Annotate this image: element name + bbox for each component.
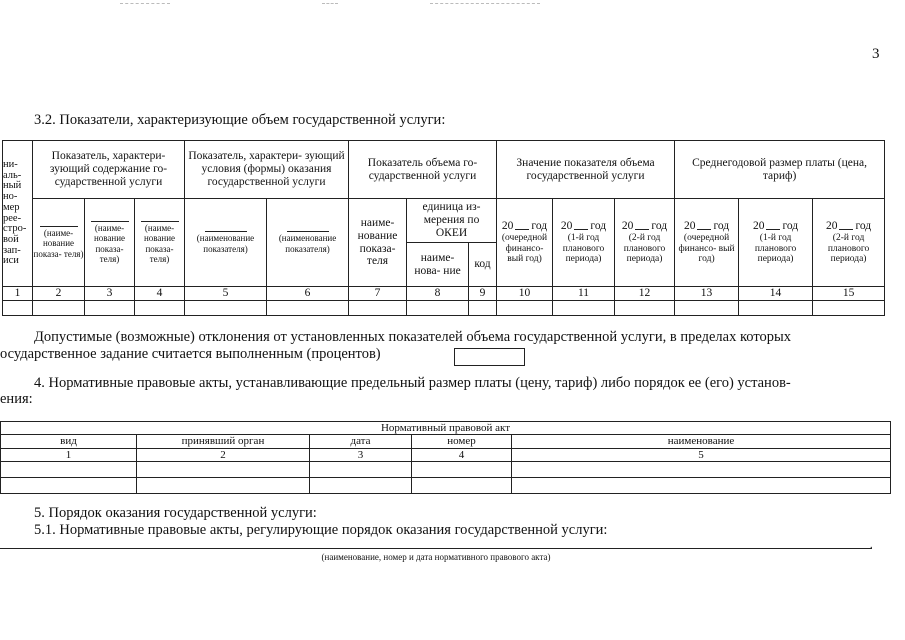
column-number: 4 bbox=[412, 448, 512, 461]
column-number: 1 bbox=[3, 287, 33, 301]
column-number: 6 bbox=[267, 287, 349, 301]
column-number: 2 bbox=[33, 287, 85, 301]
table-cell[interactable] bbox=[135, 301, 185, 316]
column-number: 3 bbox=[85, 287, 135, 301]
table-cell[interactable] bbox=[85, 301, 135, 316]
table-row bbox=[3, 301, 885, 316]
table-cell[interactable] bbox=[553, 301, 615, 316]
content-subheader-1: (наиме- нование показа- теля) bbox=[33, 199, 85, 287]
table-cell[interactable] bbox=[497, 301, 553, 316]
content-indicator-header: Показатель, характери- зующий содержание го- сударственной услуги bbox=[33, 141, 185, 199]
column-number: 4 bbox=[135, 287, 185, 301]
unit-code-header: код bbox=[469, 243, 497, 287]
volume-name-header: наиме- нование показа- теля bbox=[349, 199, 407, 287]
table-cell[interactable] bbox=[813, 301, 885, 316]
indicator-value-header: Значение показателя объема государственной услуги bbox=[497, 141, 675, 199]
column-number: 13 bbox=[675, 287, 739, 301]
table-cell[interactable] bbox=[267, 301, 349, 316]
section-3-2-heading: 3.2. Показатели, характеризующие объем государственной услуги: bbox=[34, 112, 446, 128]
value-year-current: 20 год (очередной финансо- вый год) bbox=[497, 199, 553, 287]
column-number: 3 bbox=[310, 448, 412, 461]
table-cell[interactable] bbox=[1, 477, 137, 493]
column-number: 9 bbox=[469, 287, 497, 301]
table-cell[interactable] bbox=[615, 301, 675, 316]
act-name-caption: (наименование, номер и дата нормативного правового акта) bbox=[321, 552, 551, 562]
act-name-line[interactable] bbox=[0, 548, 872, 549]
volume-indicator-header: Показатель объема го- сударственной услуги bbox=[349, 141, 497, 199]
table-cell[interactable] bbox=[512, 477, 891, 493]
section-4-heading-cont: ения: bbox=[0, 391, 33, 407]
unique-number-header: ни- аль- ный но- мер рее- стро- вой зап- иси bbox=[3, 141, 33, 287]
column-number: 5 bbox=[185, 287, 267, 301]
column-number: 8 bbox=[407, 287, 469, 301]
column-number: 12 bbox=[615, 287, 675, 301]
price-year-plan-1: 20 год (1-й год планового периода) bbox=[739, 199, 813, 287]
content-subheader-2: (наиме- нование показа- теля) bbox=[85, 199, 135, 287]
table-cell[interactable] bbox=[1, 461, 137, 477]
unit-name-header: наиме- нова- ние bbox=[407, 243, 469, 287]
column-number: 2 bbox=[137, 448, 310, 461]
header-authority: принявший орган bbox=[137, 435, 310, 448]
page-number: 3 bbox=[872, 46, 880, 62]
content-subheader-3: (наиме- нование показа- теля) bbox=[135, 199, 185, 287]
table-cell[interactable] bbox=[412, 461, 512, 477]
table-cell[interactable] bbox=[33, 301, 85, 316]
table-cell[interactable] bbox=[3, 301, 33, 316]
conditions-subheader-1: (наименование показателя) bbox=[185, 199, 267, 287]
value-year-plan-1: 20 год (1-й год планового периода) bbox=[553, 199, 615, 287]
table-cell[interactable] bbox=[739, 301, 813, 316]
table-row bbox=[1, 477, 891, 493]
volume-indicators-table bbox=[2, 140, 885, 316]
table-cell[interactable] bbox=[137, 461, 310, 477]
table-cell[interactable] bbox=[137, 477, 310, 493]
section-5-1-heading: 5.1. Нормативные правовые акты, регулирующие порядок оказания государственной услуги: bbox=[34, 522, 608, 538]
value-year-plan-2: 20 год (2-й год планового периода) bbox=[615, 199, 675, 287]
column-number: 15 bbox=[813, 287, 885, 301]
scan-mark bbox=[322, 3, 338, 4]
header-name: наименование bbox=[512, 435, 891, 448]
deviation-text: Допустимые (возможные) отклонения от установленных показателей объема государственной услуги, в пределах которых bbox=[34, 329, 791, 345]
table-cell[interactable] bbox=[310, 477, 412, 493]
deviation-text-cont: осударственное задание считается выполненным (процентов) bbox=[0, 346, 381, 362]
section-5-heading: 5. Порядок оказания государственной услуги: bbox=[34, 505, 317, 521]
table-cell[interactable] bbox=[407, 301, 469, 316]
conditions-subheader-2: (наименование показателя) bbox=[267, 199, 349, 287]
conditions-indicator-header: Показатель, характери- зующий условия (формы) оказания государственной услуги bbox=[185, 141, 349, 199]
column-number: 14 bbox=[739, 287, 813, 301]
header-type: вид bbox=[1, 435, 137, 448]
column-number: 11 bbox=[553, 287, 615, 301]
table-cell[interactable] bbox=[412, 477, 512, 493]
section-4-heading: 4. Нормативные правовые акты, устанавливающие предельный размер платы (цену, тариф) либо порядок ее (его) установ- bbox=[34, 375, 791, 391]
normative-acts-table bbox=[0, 421, 891, 494]
table-cell[interactable] bbox=[512, 461, 891, 477]
scan-mark bbox=[120, 3, 170, 4]
scan-mark bbox=[430, 3, 540, 4]
header-number: номер bbox=[412, 435, 512, 448]
price-year-current: 20 год (очередной финансо- вый год) bbox=[675, 199, 739, 287]
table-row bbox=[1, 461, 891, 477]
deviation-percent-input[interactable] bbox=[454, 348, 525, 366]
table-cell[interactable] bbox=[310, 461, 412, 477]
normative-act-title: Нормативный правовой акт bbox=[1, 422, 891, 435]
average-price-header: Среднегодовой размер платы (цена, тариф) bbox=[675, 141, 885, 199]
table-cell[interactable] bbox=[185, 301, 267, 316]
unit-okei-header: единица из- мерения по ОКЕИ bbox=[407, 199, 497, 243]
column-number: 10 bbox=[497, 287, 553, 301]
table-cell[interactable] bbox=[349, 301, 407, 316]
table-cell[interactable] bbox=[675, 301, 739, 316]
header-date: дата bbox=[310, 435, 412, 448]
column-number: 7 bbox=[349, 287, 407, 301]
column-number: 1 bbox=[1, 448, 137, 461]
table-cell[interactable] bbox=[469, 301, 497, 316]
scan-dot: . bbox=[870, 540, 873, 551]
column-number: 5 bbox=[512, 448, 891, 461]
price-year-plan-2: 20 год (2-й год планового периода) bbox=[813, 199, 885, 287]
